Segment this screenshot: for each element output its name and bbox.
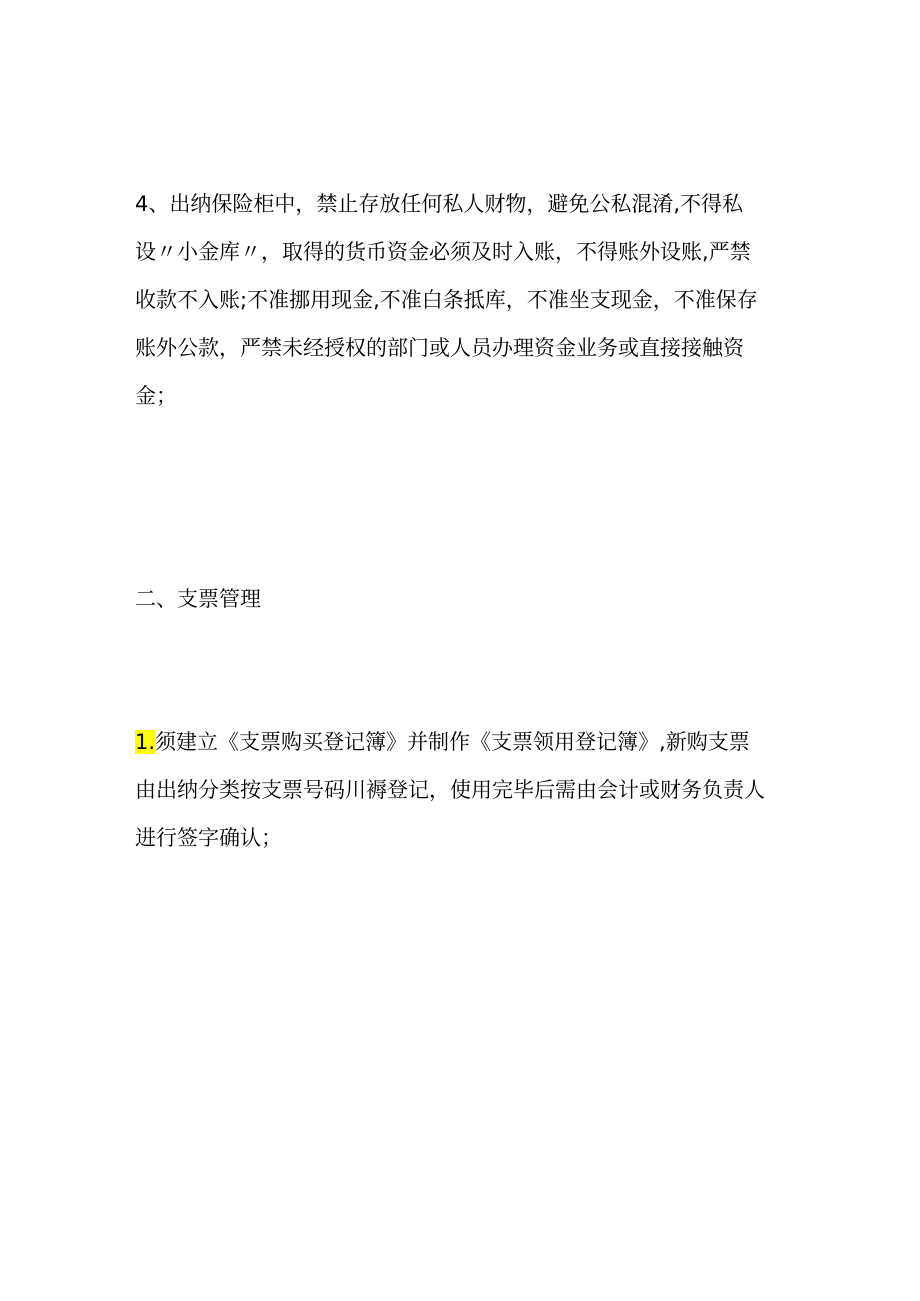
- highlighted-item-number: 1.: [135, 730, 156, 754]
- text-line: 收款不入账;不准挪用现金,不准白条抵库，不准坐支现金，不准保存: [135, 288, 758, 312]
- paragraph-cash-safe-rules: [135, 180, 758, 420]
- text-line: 由出纳分类按支票号码川褥登记，使用完毕后需由会计或财务负责人: [135, 778, 765, 802]
- text-line: 进行签字确认；: [135, 826, 282, 850]
- text-line: 设〃小金库〃，取得的货币资金必须及时入账，不得账外设账,严禁: [135, 240, 751, 264]
- text-line: 金；: [135, 384, 177, 408]
- text-line: 账外公款，严禁未经授权的部门或人员办理资金业务或直接接触资: [135, 336, 744, 360]
- section-heading-text: 二、支票管理: [135, 587, 261, 611]
- text-line-content: 须建立《支票购买登记簿》并制作《支票领用登记簿》,新购支票: [155, 730, 750, 754]
- paragraph-cheque-register: [135, 718, 765, 862]
- text-line: [135, 718, 765, 766]
- text-line: 4、出纳保险柜中，禁止存放任何私人财物，避免公私混淆,不得私: [135, 192, 744, 216]
- section-heading: [135, 575, 261, 623]
